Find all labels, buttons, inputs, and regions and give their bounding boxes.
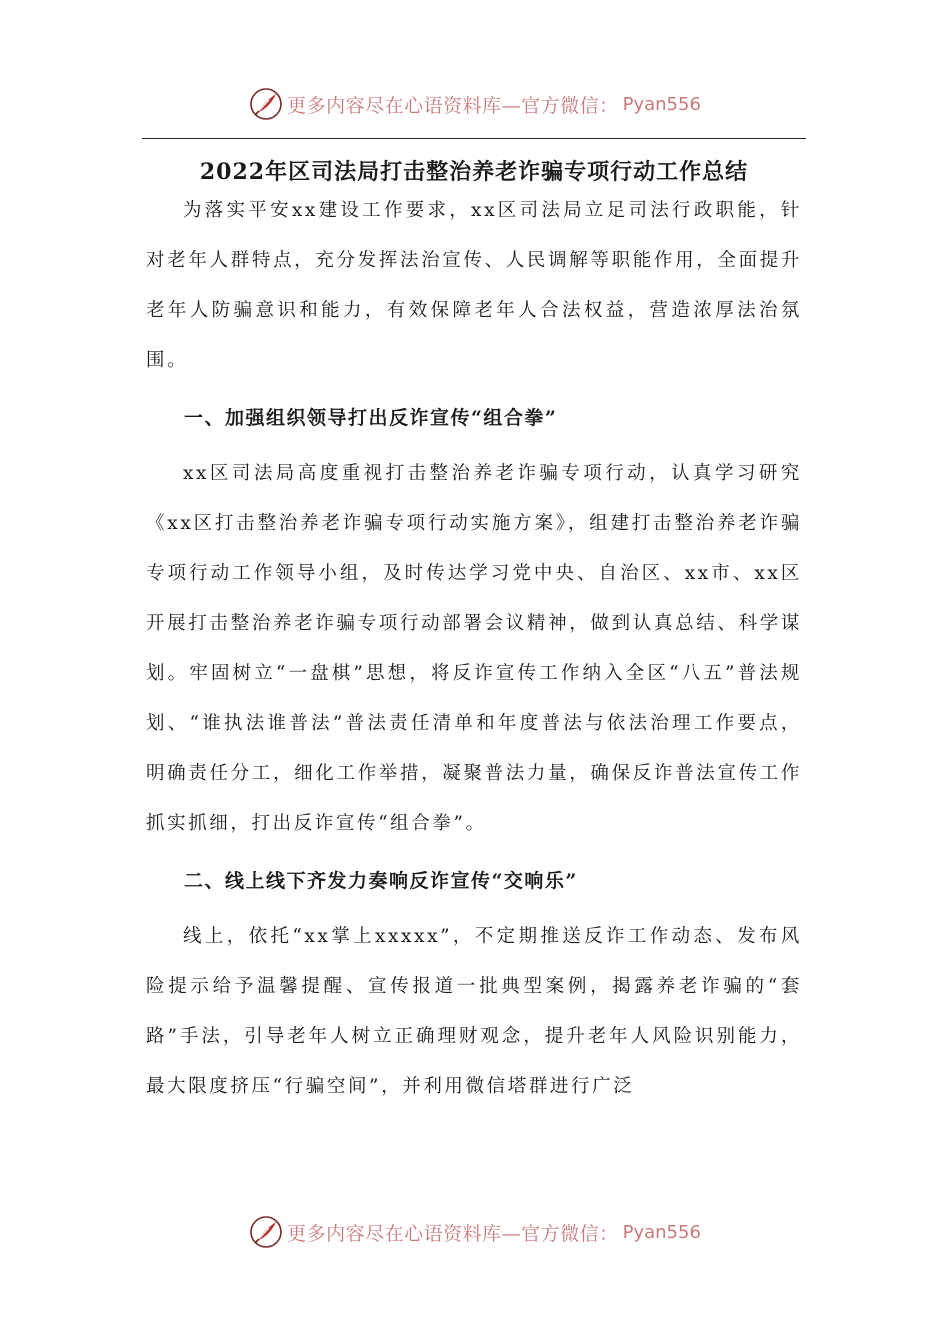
watermark-wechat-id: Pyan556: [622, 93, 701, 115]
section-1-paragraph: xx区司法局高度重视打击整治养老诈骗专项行动，认真学习研究《xx区打击整治养老诈骗专项行动实施方案》，组建打击整治养老诈骗专项行动工作领导小组，及时传达学习党中央、自治区、xx市、xx区开展打击整治养老诈骗专项行动部署会议精神，做到认真总结、科学谋划。牢固树立“一盘棋”思想，将反诈宣传工作纳入全区“八五”普法规划、“谁执法谁普法”普法责任清单和年度普法与依法治理工作要点，明确责任分工，细化工作举措，凝聚普法力量，确保反诈普法宣传工作抓实抓细，打出反诈宣传“组合拳”。: [146, 463, 802, 834]
watermark-text: 更多内容尽在心语资料库—官方微信：: [287, 1222, 619, 1245]
quill-logo-icon: [249, 1215, 283, 1249]
header-watermark: [0, 84, 950, 124]
watermark-text: 更多内容尽在心语资料库—官方微信：: [287, 94, 619, 117]
section-1-heading: 一、加强组织领导打出反诈宣传“组合拳”: [184, 407, 558, 429]
section-2-paragraph: 线上，依托“xx掌上xxxxx”，不定期推送反诈工作动态、发布风险提示给予温馨提醒、宣传报道一批典型案例，揭露养老诈骗的“套路”手法，引导老年人树立正确理财观念，提升老年人风险识别能力，最大限度挤压“行骗空间”，并利用微信塔群进行广泛: [146, 926, 802, 1097]
section-2-heading: 二、线上线下齐发力奏响反诈宣传“交响乐”: [184, 870, 578, 892]
quill-logo-icon: [249, 87, 283, 121]
header-divider: [142, 138, 806, 139]
document-title: 2022年区司法局打击整治养老诈骗专项行动工作总结: [199, 159, 749, 185]
intro-paragraph: 为落实平安xx建设工作要求，xx区司法局立足司法行政职能，针对老年人群特点，充分发挥法治宣传、人民调解等职能作用，全面提升老年人防骗意识和能力，有效保障老年人合法权益，营造浓厚法治氛围。: [146, 200, 802, 371]
document-body: [146, 186, 802, 1112]
footer-watermark: [0, 1212, 950, 1252]
watermark-wechat-id: Pyan556: [622, 1221, 701, 1243]
